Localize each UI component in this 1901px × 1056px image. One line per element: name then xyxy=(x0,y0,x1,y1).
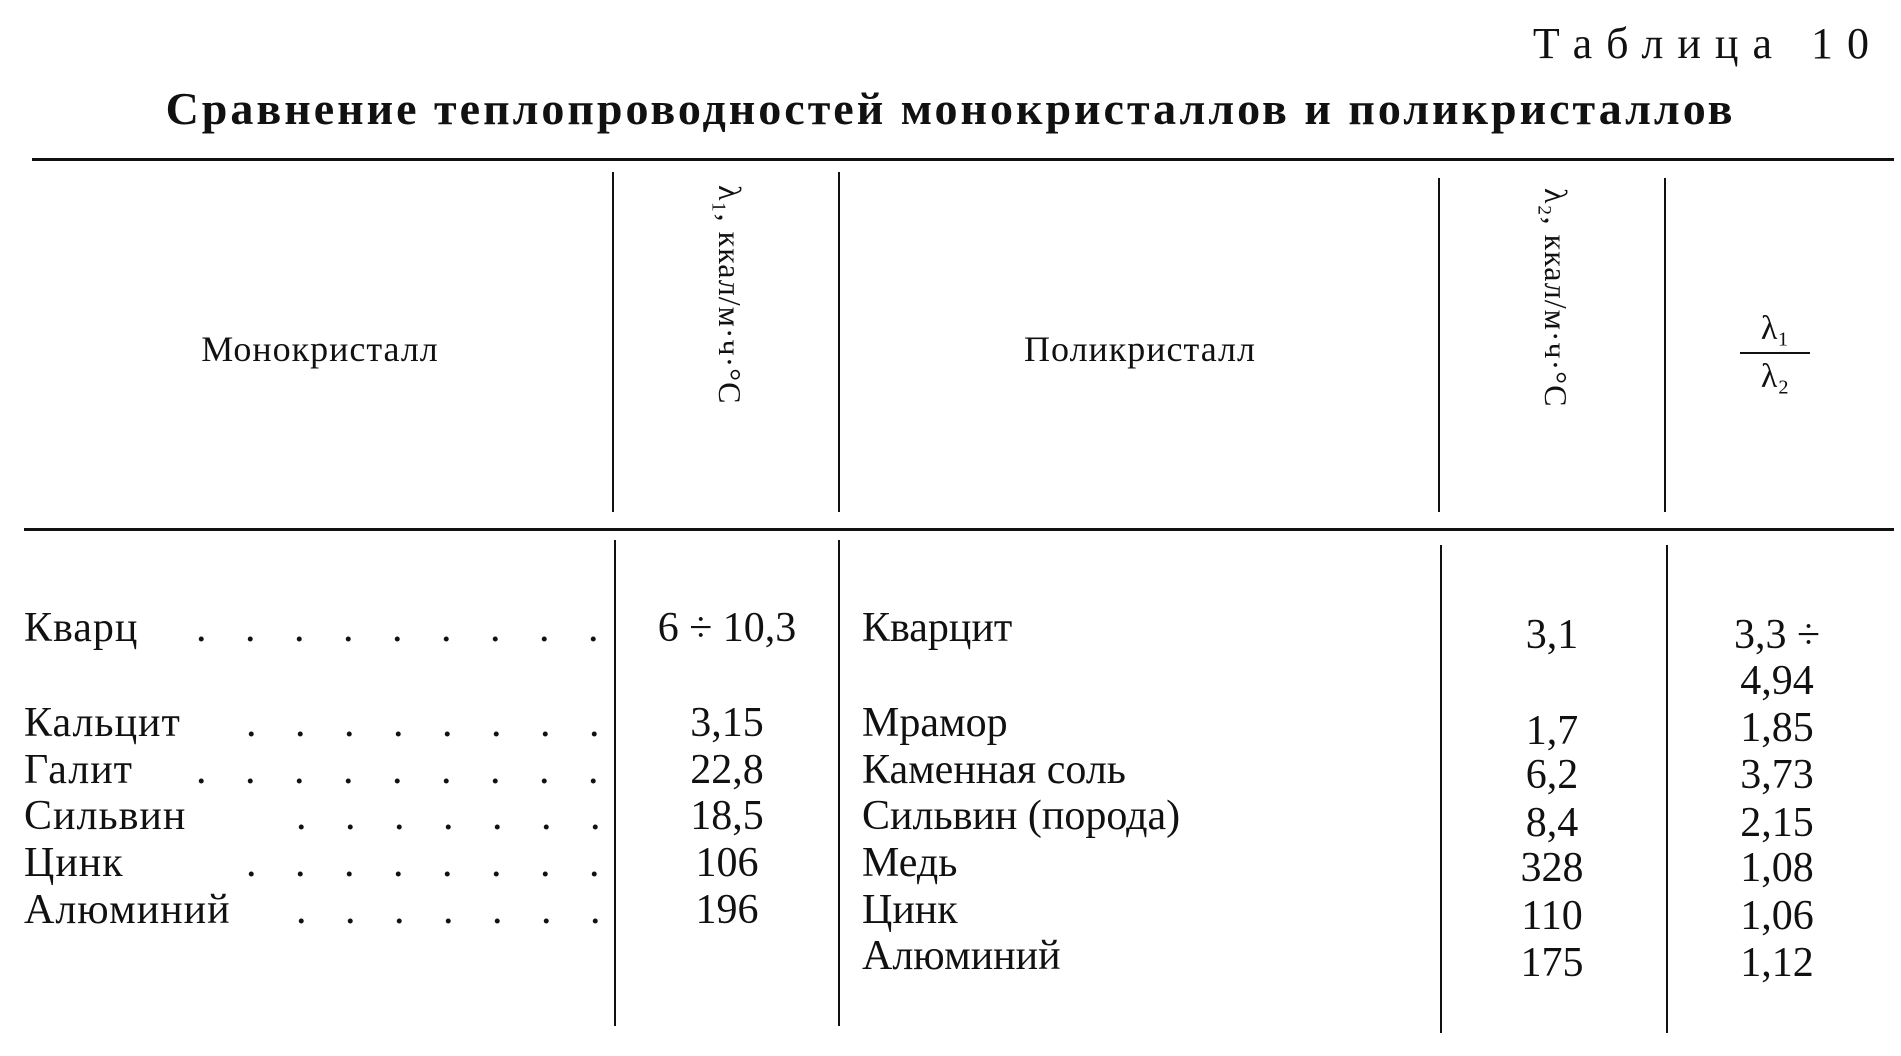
header-divider-4 xyxy=(1664,178,1666,512)
mono-row-name: Кварц xyxy=(24,605,139,651)
poly-row-name: Мрамор xyxy=(862,700,1008,746)
mono-row-name: Галит xyxy=(24,747,134,793)
poly-row-ratio: 2,15 xyxy=(1740,800,1814,846)
mono-row-value: 22,8 xyxy=(690,747,764,793)
poly-row-ratio-continued: 4,94 xyxy=(1740,658,1814,704)
ratio-numerator: λ₁ xyxy=(1740,310,1810,354)
poly-row-value: 175 xyxy=(1520,940,1584,986)
ratio-denominator: λ₂ xyxy=(1760,358,1790,395)
mono-row-leader: . . . . . . . xyxy=(296,793,615,839)
poly-row-value: 1,7 xyxy=(1525,708,1579,754)
mono-row-name: Кальцит xyxy=(24,700,181,746)
poly-row-ratio: 1,12 xyxy=(1740,940,1814,986)
poly-row-value: 110 xyxy=(1521,893,1583,939)
body-divider-1 xyxy=(614,540,616,1026)
poly-row-name: Сильвин (порода) xyxy=(862,793,1181,839)
poly-row-value: 6,2 xyxy=(1525,752,1579,798)
header-lambda2: λ₂, ккал/м·ч·°С xyxy=(1538,188,1574,408)
poly-row-ratio: 1,06 xyxy=(1740,893,1814,939)
body-divider-2 xyxy=(838,540,840,1026)
mono-row-value: 106 xyxy=(695,840,759,886)
mono-row-value: 3,15 xyxy=(690,700,764,746)
table-title: Сравнение теплопроводностей монокристаллов и поликристаллов xyxy=(165,83,1736,134)
poly-row-name: Цинк xyxy=(862,887,958,933)
mono-row-leader: . . . . . . . . . xyxy=(196,605,613,651)
header-divider-3 xyxy=(1438,178,1440,512)
body-divider-4 xyxy=(1666,545,1668,1033)
mono-row-name: Цинк xyxy=(24,840,124,886)
header-monocrystal: Монокристалл xyxy=(201,329,439,369)
mono-row-value: 18,5 xyxy=(690,793,764,839)
poly-row-ratio: 1,85 xyxy=(1740,705,1814,751)
header-ratio xyxy=(1740,310,1810,396)
header-polycrystal: Поликристалл xyxy=(1024,329,1256,369)
mono-row-value: 6 ÷ 10,3 xyxy=(657,605,797,651)
poly-row-ratio: 3,73 xyxy=(1740,752,1814,798)
header-bottom-rule xyxy=(24,528,1894,531)
top-rule xyxy=(32,158,1894,161)
poly-row-ratio: 1,08 xyxy=(1740,845,1814,891)
poly-row-value: 328 xyxy=(1520,845,1584,891)
mono-row-leader: . . . . . . . . xyxy=(246,840,614,886)
poly-row-name: Каменная соль xyxy=(862,747,1126,793)
mono-row-name: Сильвин xyxy=(24,793,187,839)
poly-row-name: Кварцит xyxy=(862,605,1013,651)
poly-row-value: 8,4 xyxy=(1525,800,1579,846)
poly-row-value: 3,1 xyxy=(1525,612,1579,658)
poly-row-name: Медь xyxy=(862,840,958,886)
header-divider-1 xyxy=(612,172,614,512)
header-divider-2 xyxy=(838,172,840,512)
header-lambda1: λ₁, ккал/м·ч·°С xyxy=(712,185,748,405)
mono-row-leader: . . . . . . . . . xyxy=(196,747,613,793)
mono-row-leader: . . . . . . . . xyxy=(246,700,614,746)
body-divider-3 xyxy=(1440,545,1442,1033)
poly-row-ratio: 3,3 ÷ xyxy=(1733,612,1821,658)
table-number: Таблица 10 xyxy=(1532,19,1883,68)
mono-row-leader: . . . . . . . xyxy=(296,887,615,933)
poly-row-name: Алюминий xyxy=(862,933,1061,979)
mono-row-value: 196 xyxy=(695,887,759,933)
mono-row-name: Алюминий xyxy=(24,887,231,933)
